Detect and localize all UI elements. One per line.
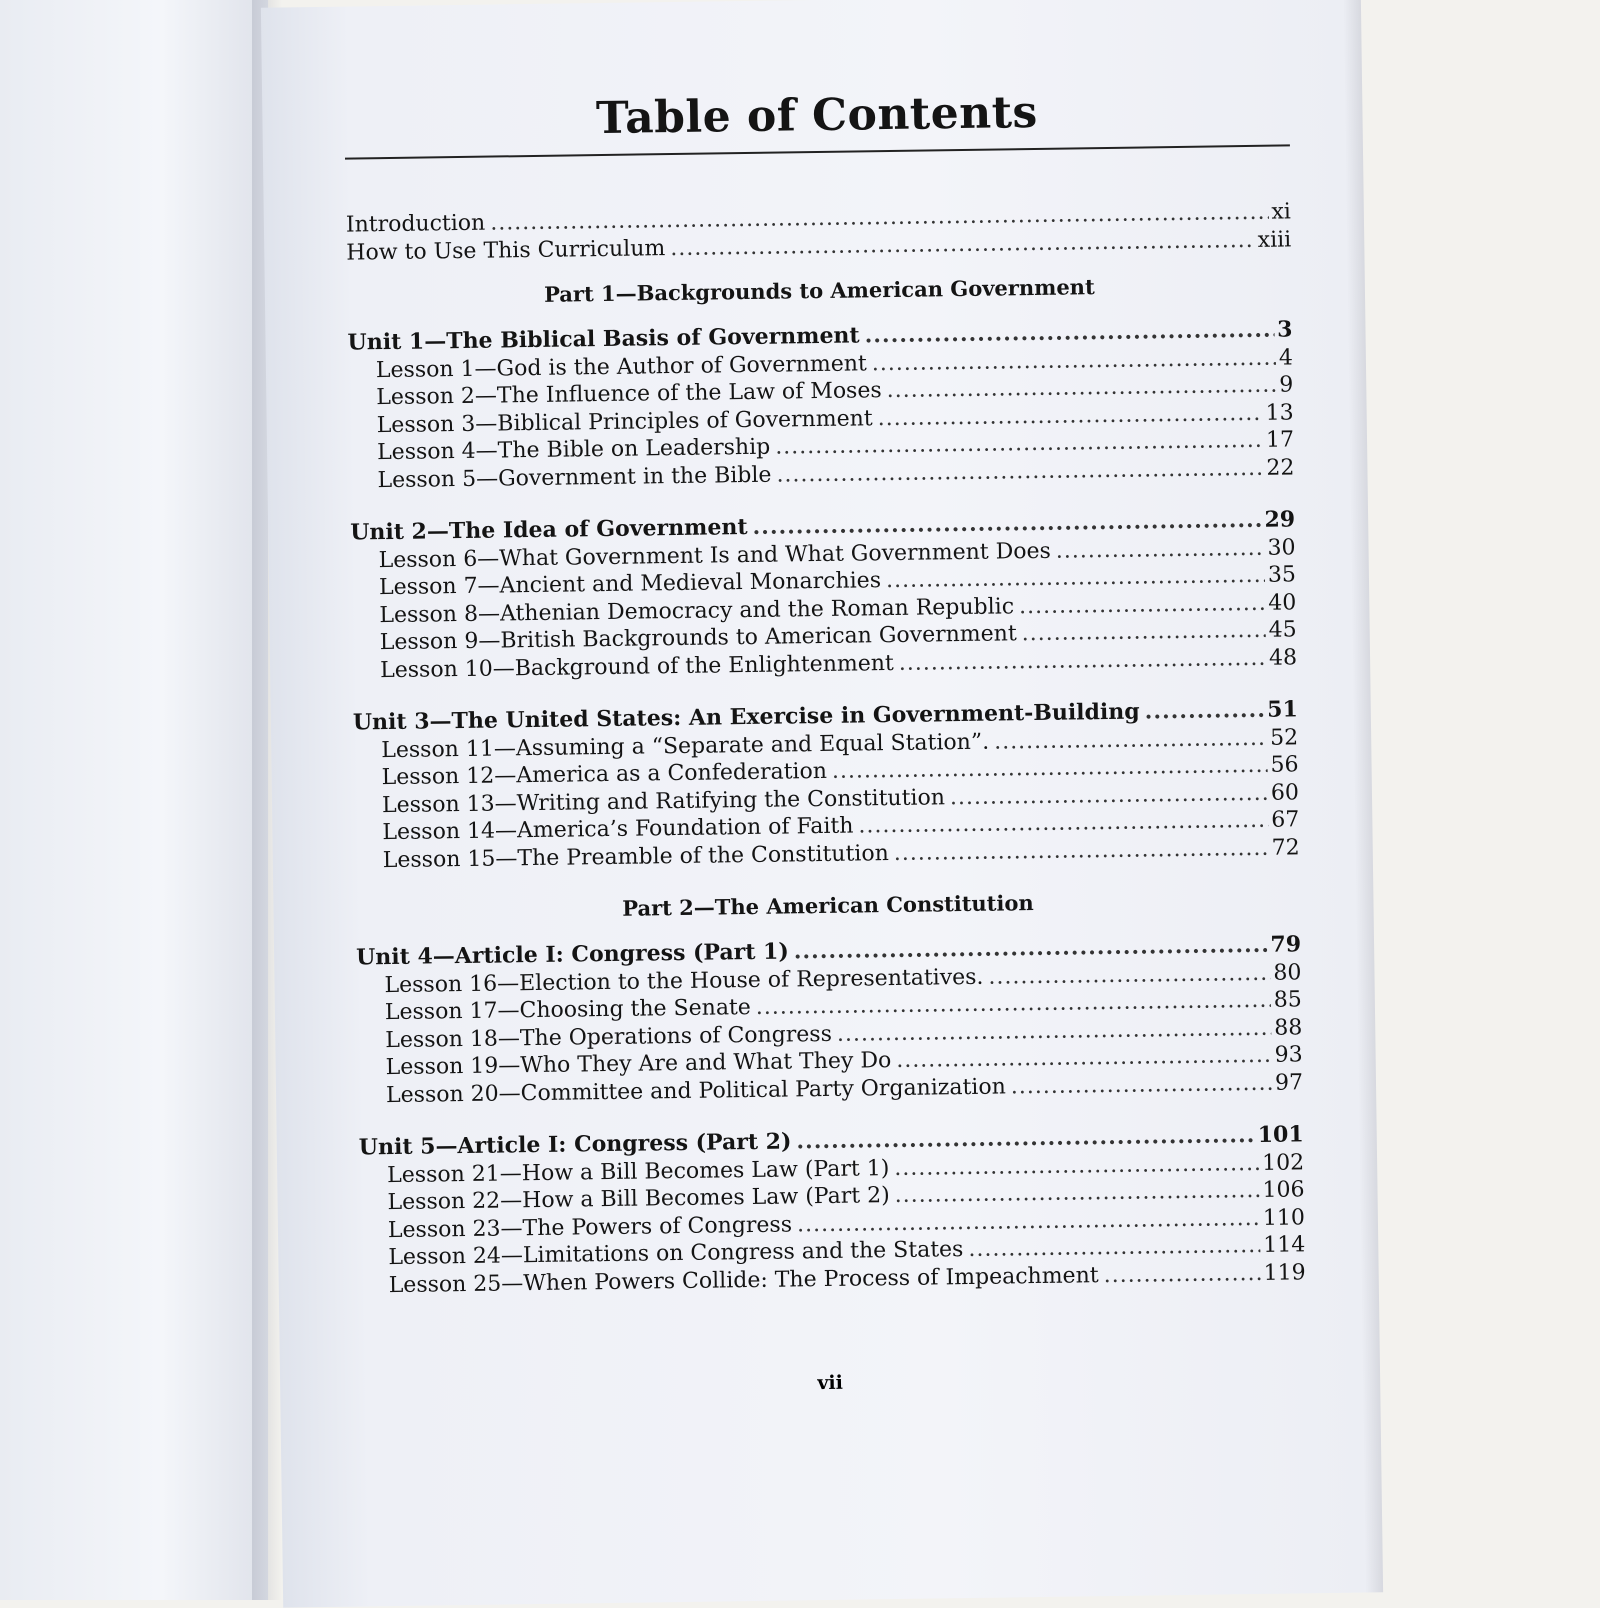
lesson-entry-page: 48: [1268, 644, 1298, 671]
front-matter-entry-label: How to Use This Curriculum: [346, 235, 666, 266]
lesson-entry-page: 56: [1270, 752, 1299, 778]
front-matter-entry-page: xiii: [1257, 226, 1292, 253]
lesson-entry-page: 40: [1268, 589, 1297, 616]
lesson-entry-page: 110: [1262, 1204, 1306, 1231]
lesson-entry-label: Lesson 12—America as a Confederation: [381, 758, 828, 791]
lesson-entry-label: Lesson 15—The Preamble of the Constitution: [382, 840, 889, 873]
lesson-entry-label: Lesson 1—God is the Author of Government: [375, 350, 867, 383]
dot-leader: [1056, 534, 1265, 564]
dot-leader: [968, 1232, 1260, 1264]
unit-entry-page: 101: [1257, 1121, 1304, 1148]
lesson-entry-label: Lesson 25—When Powers Collide: The Process of Impeachment: [388, 1262, 1099, 1298]
lesson-entry-label: Lesson 18—The Operations of Congress: [385, 1021, 833, 1053]
dot-leader: [994, 724, 1267, 755]
unit-entry-page: 79: [1270, 931, 1302, 958]
lesson-entry-label: Lesson 21—How a Bill Becomes Law (Part 1): [387, 1155, 890, 1188]
unit-block: [350, 506, 1297, 684]
lesson-entry-page: 106: [1262, 1177, 1305, 1203]
lesson-entry-label: Lesson 11—Assuming a “Separate and Equal Station”.: [381, 729, 990, 763]
dot-leader: [1022, 617, 1266, 648]
page-number: vii: [817, 1371, 844, 1395]
lesson-entry-page: 13: [1265, 399, 1294, 426]
lesson-entry-label: Lesson 5—Government in the Bible: [377, 462, 772, 493]
dot-leader: [899, 644, 1267, 677]
toc-body: [346, 198, 1306, 1299]
front-matter: [346, 198, 1292, 266]
lesson-entry-label: Lesson 2—The Influence of the Law of Moses: [376, 378, 882, 411]
lesson-entry-label: Lesson 24—Limitations on Congress and the States: [388, 1237, 964, 1271]
toc-content: [344, 83, 1306, 1324]
dot-leader: [894, 834, 1269, 867]
lesson-entry-page: 45: [1268, 617, 1297, 643]
lesson-entry-label: Lesson 19—Who They Are and What They Do: [385, 1048, 892, 1081]
unit-entry-label: Unit 5—Article I: Congress (Part 2): [358, 1128, 792, 1161]
lesson-entry-page: 9: [1279, 372, 1294, 398]
dot-leader: [988, 959, 1270, 990]
part-heading: Part 2—The American Constitution: [622, 890, 1034, 921]
lesson-entry-label: Lesson 22—How a Bill Becomes Law (Part 2): [387, 1183, 890, 1216]
toc-page: [261, 0, 1383, 1608]
unit-block: [353, 696, 1300, 874]
lesson-entry-page: 22: [1266, 454, 1295, 481]
lesson-entry-page: 30: [1267, 534, 1296, 561]
page-edge-shadow: [1343, 0, 1383, 1592]
lesson-entry-label: Lesson 8—Athenian Democracy and the Roman Republic: [379, 593, 1015, 628]
lesson-entry-page: 67: [1271, 807, 1300, 833]
lesson-entry-page: 72: [1271, 834, 1300, 861]
unit-entry-page: 51: [1266, 696, 1298, 723]
lesson-entry-page: 17: [1265, 427, 1295, 453]
lesson-entry-label: Lesson 6—What Government Is and What Government Does: [378, 538, 1051, 573]
dot-leader: [1145, 697, 1265, 726]
lesson-entry-label: Lesson 10—Background of the Enlightenment: [379, 650, 894, 683]
lesson-entry-label: Lesson 4—The Bible on Leadership: [376, 434, 771, 466]
dot-leader: [776, 454, 1263, 488]
lesson-entry-label: Lesson 20—Committee and Political Party Organization: [385, 1073, 1006, 1108]
lesson-entry-page: 88: [1274, 1014, 1303, 1041]
lesson-entry-page: 80: [1273, 959, 1302, 986]
lesson-entry-label: Lesson 23—The Powers of Congress: [387, 1211, 793, 1243]
lesson-entry-page: 85: [1273, 987, 1303, 1013]
lesson-entry-page: 4: [1278, 344, 1294, 371]
lesson-entry-page: 60: [1270, 779, 1300, 806]
unit-block: [347, 316, 1294, 494]
unit-entry-page: 29: [1264, 506, 1296, 533]
lesson-entry-page: 114: [1263, 1232, 1306, 1258]
dot-leader: [1011, 1069, 1273, 1100]
dot-leader: [950, 779, 1268, 811]
part-heading: Part 1—Backgrounds to American Government: [543, 274, 1095, 307]
front-matter-entry-page: xi: [1271, 199, 1292, 225]
unit-entry-page: 3: [1276, 316, 1293, 343]
title-divider: [345, 144, 1290, 159]
lesson-entry-label: Lesson 13—Writing and Ratifying the Constitution: [381, 784, 946, 818]
lesson-entry-label: Lesson 3—Biblical Principles of Government: [376, 405, 873, 438]
page-title: Table of Contents: [595, 86, 1039, 145]
unit-block: [356, 931, 1303, 1109]
lesson-entry-page: 119: [1263, 1259, 1306, 1286]
lesson-entry-page: 97: [1274, 1069, 1304, 1096]
unit-entry-label: Unit 4—Article I: Congress (Part 1): [355, 938, 789, 971]
facing-left-page: [0, 0, 268, 1600]
unit-entry-label: Unit 1—The Biblical Basis of Government: [347, 322, 860, 356]
lesson-entry-label: Lesson 16—Election to the House of Representatives.: [384, 964, 984, 998]
unit-block: [359, 1121, 1306, 1299]
front-matter-entry-label: Introduction: [345, 210, 486, 238]
lesson-entry-label: Lesson 17—Choosing the Senate: [384, 995, 752, 1026]
lesson-entry-label: Lesson 9—British Backgrounds to American Government: [379, 621, 1017, 656]
lesson-entry-label: Lesson 7—Ancient and Medieval Monarchies: [378, 568, 882, 601]
unit-entry-label: Unit 3—The United States: An Exercise in Government-Building: [352, 698, 1140, 736]
dot-leader: [1019, 589, 1266, 620]
unit-entry-label: Unit 2—The Idea of Government: [350, 514, 748, 546]
lesson-entry-page: 35: [1267, 562, 1297, 588]
dot-leader: [1103, 1259, 1260, 1289]
lesson-entry-label: Lesson 14—America’s Foundation of Faith: [382, 813, 854, 846]
lesson-entry-page: 52: [1269, 724, 1299, 751]
lesson-entry-page: 93: [1274, 1042, 1303, 1068]
lesson-entry-page: 102: [1261, 1149, 1305, 1176]
